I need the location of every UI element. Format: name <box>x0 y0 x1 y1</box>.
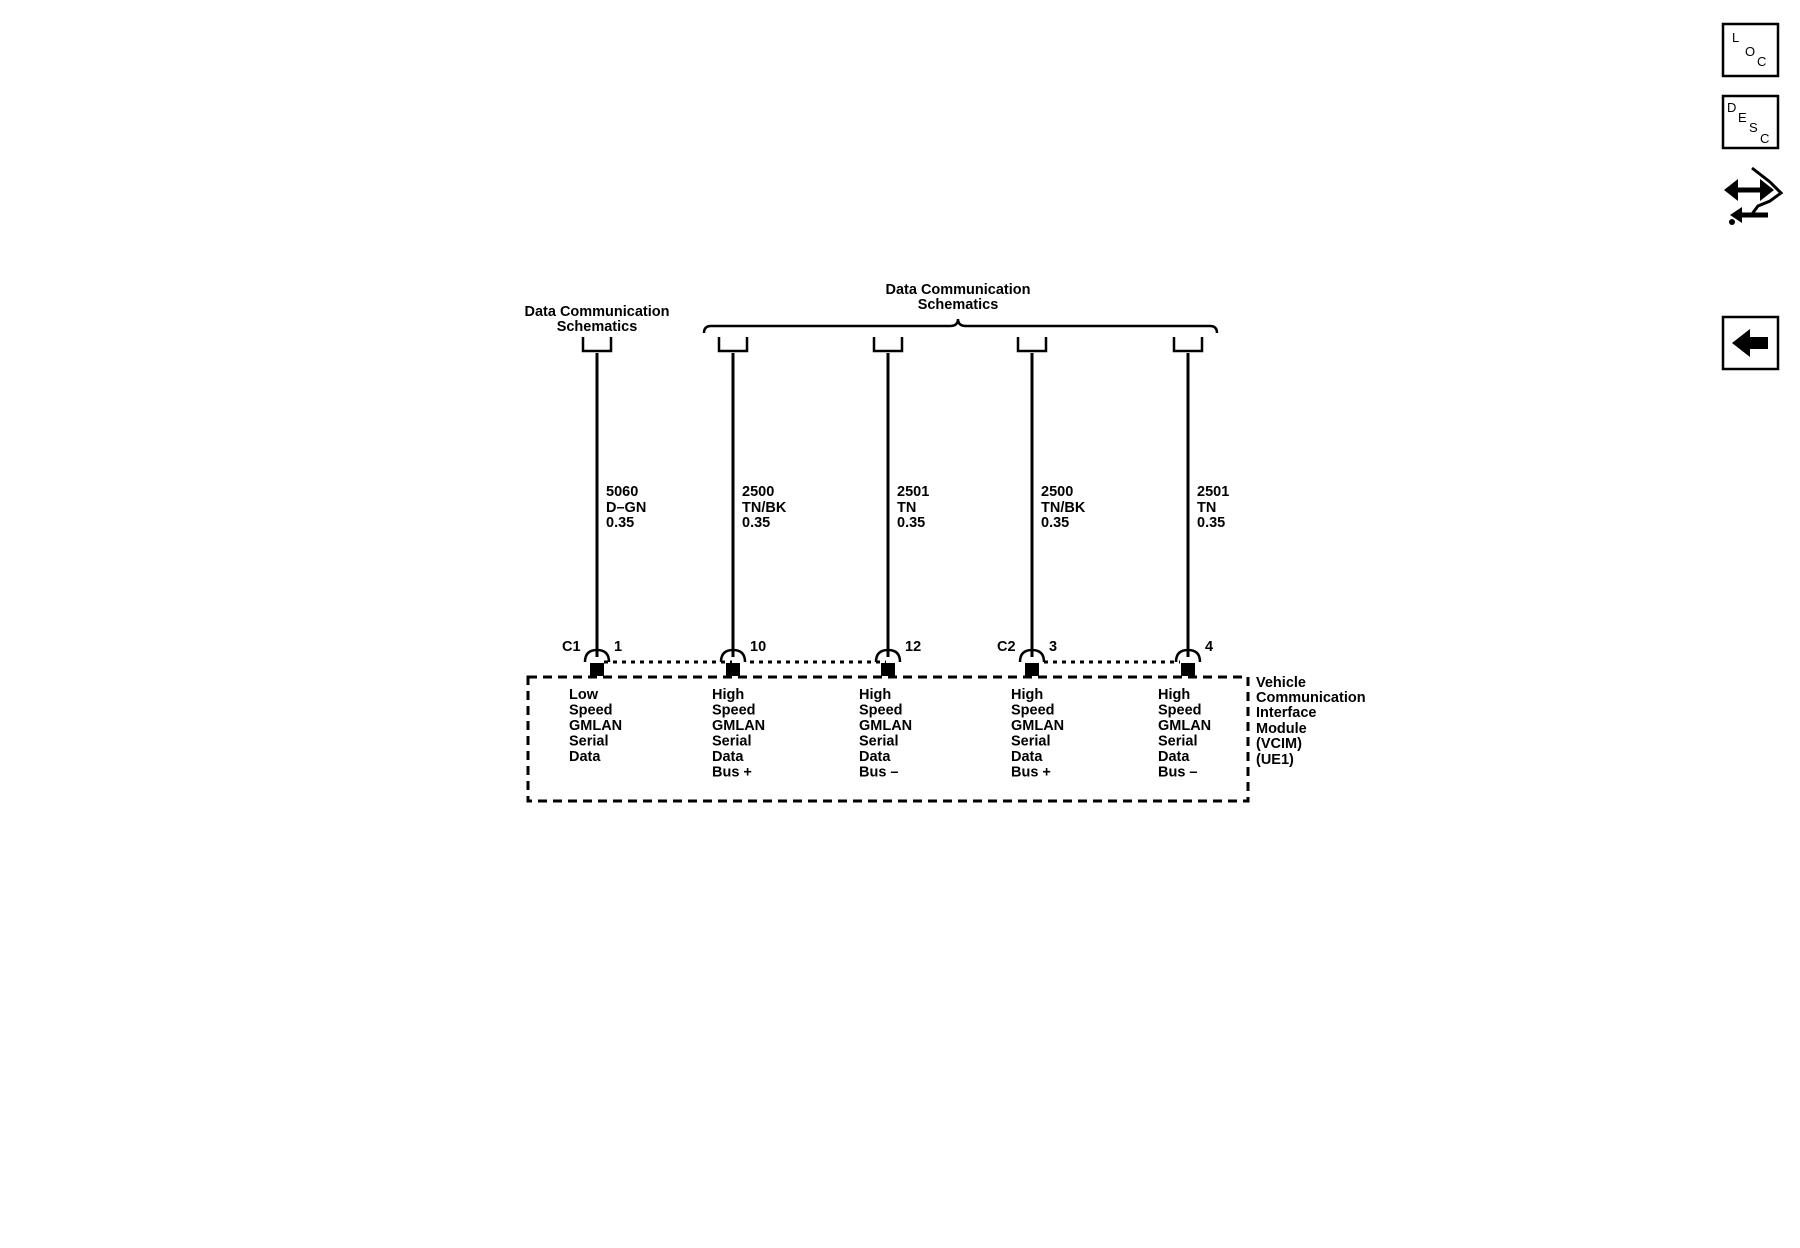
wire-color-label: D–GN <box>606 500 647 516</box>
wire-circuit-label: 2501 <box>897 484 930 500</box>
pin-function-label: Serial <box>859 733 899 750</box>
wire-terminal-bracket <box>1018 337 1046 351</box>
desc-letter-s: S <box>1749 120 1758 135</box>
pin-function-label: High <box>859 687 892 703</box>
wire-terminal-bracket <box>874 337 902 351</box>
module-name-line: Vehicle <box>1256 675 1306 691</box>
loc-letter-c: C <box>1757 54 1767 69</box>
wire-circuit-label: 2500 <box>742 484 775 500</box>
pin-function-label: Data <box>712 749 744 765</box>
ref-left-line-2: Schematics <box>556 319 638 335</box>
pin-function-label: High <box>1158 687 1191 703</box>
wire-gauge-label: 0.35 <box>606 515 635 531</box>
pin-function-label: High <box>712 687 745 703</box>
module-name-line: (VCIM) <box>1256 736 1302 752</box>
pin-function-label: Serial <box>1011 733 1051 750</box>
ref-left-line-1: Data Communication <box>524 304 670 320</box>
swap-arrows-icon[interactable] <box>1724 168 1781 225</box>
top-left-reference[interactable] <box>524 304 669 335</box>
pin-number-label: 12 <box>905 639 922 655</box>
pin-number-label: 10 <box>750 639 767 655</box>
pin-function-label: GMLAN <box>1011 718 1065 734</box>
pin-function-label: Bus + <box>1011 764 1051 781</box>
pin-function-label: Data <box>1158 749 1190 765</box>
loc-letter-o: O <box>1745 44 1756 59</box>
pin-number-label: 4 <box>1205 639 1214 655</box>
pin-function-label: Bus – <box>859 764 899 781</box>
wire-terminal-bracket <box>583 337 611 351</box>
connector-c2-label: C2 <box>997 639 1016 655</box>
wire-color-label: TN/BK <box>1041 500 1086 516</box>
wire-circuit-label: 2500 <box>1041 484 1074 500</box>
wire-5[interactable] <box>1158 337 1229 781</box>
pin-function-label: Speed <box>1158 702 1202 719</box>
back-button[interactable] <box>1723 317 1778 369</box>
pin-stub <box>726 663 740 676</box>
pin-function-label: Data <box>1011 749 1043 765</box>
pin-function-label: High <box>1011 687 1044 703</box>
wire-circuit-label: 5060 <box>606 484 639 500</box>
pin-function-label: GMLAN <box>859 718 913 734</box>
pin-stub <box>1181 663 1195 676</box>
pin-function-label: Bus – <box>1158 764 1198 781</box>
loc-letter-l: L <box>1732 30 1740 45</box>
wire-color-label: TN <box>1197 500 1217 516</box>
pin-function-label: Data <box>569 749 601 765</box>
wire-gauge-label: 0.35 <box>1197 515 1226 531</box>
pin-function-label: GMLAN <box>569 718 623 734</box>
wire-2[interactable] <box>712 337 787 781</box>
pin-function-label: Speed <box>569 702 613 719</box>
wire-circuit-label: 2501 <box>1197 484 1230 500</box>
wire-1[interactable] <box>569 337 646 765</box>
pin-function-label: Serial <box>569 733 609 750</box>
wire-color-label: TN/BK <box>742 500 787 516</box>
pin-function-label: Data <box>859 749 891 765</box>
module-name-line: Module <box>1256 721 1307 737</box>
pin-stub <box>881 663 895 676</box>
pin-function-label: GMLAN <box>1158 718 1212 734</box>
wire-gauge-label: 0.35 <box>897 515 926 531</box>
wire-4[interactable] <box>1011 337 1086 781</box>
desc-button[interactable] <box>1723 96 1778 148</box>
pin-function-label: Bus + <box>712 764 752 781</box>
wire-3[interactable] <box>859 337 929 781</box>
pin-function-label: Speed <box>859 702 903 719</box>
wire-gauge-label: 0.35 <box>1041 515 1070 531</box>
wire-color-label: TN <box>897 500 917 516</box>
module-name-line: Interface <box>1256 705 1317 721</box>
pin-number-label: 3 <box>1049 639 1058 655</box>
connector-c1-label: C1 <box>562 639 581 655</box>
desc-letter-c: C <box>1760 131 1770 146</box>
module-name-line: Communication <box>1256 690 1366 706</box>
pin-stub <box>1025 663 1039 676</box>
desc-letter-d: D <box>1727 100 1737 115</box>
wire-gauge-label: 0.35 <box>742 515 771 531</box>
desc-letter-e: E <box>1738 110 1747 125</box>
module-name-label <box>1256 675 1366 768</box>
pin-stub <box>590 663 604 676</box>
ref-right-line-2: Schematics <box>917 297 999 313</box>
group-brace <box>704 319 1217 333</box>
module-name-line: (UE1) <box>1256 752 1294 768</box>
pin-function-label: Serial <box>1158 733 1198 750</box>
wire-terminal-bracket <box>719 337 747 351</box>
wire-terminal-bracket <box>1174 337 1202 351</box>
pin-function-label: GMLAN <box>712 718 766 734</box>
wires-layer <box>569 337 1229 781</box>
top-right-reference[interactable] <box>885 282 1030 313</box>
pin-function-label: Speed <box>712 702 756 719</box>
loc-button[interactable] <box>1723 24 1778 76</box>
ref-right-line-1: Data Communication <box>885 282 1031 298</box>
pin-function-label: Low <box>569 687 598 703</box>
pin-number-label: 1 <box>614 639 623 655</box>
pin-function-label: Serial <box>712 733 752 750</box>
pin-function-label: Speed <box>1011 702 1055 719</box>
